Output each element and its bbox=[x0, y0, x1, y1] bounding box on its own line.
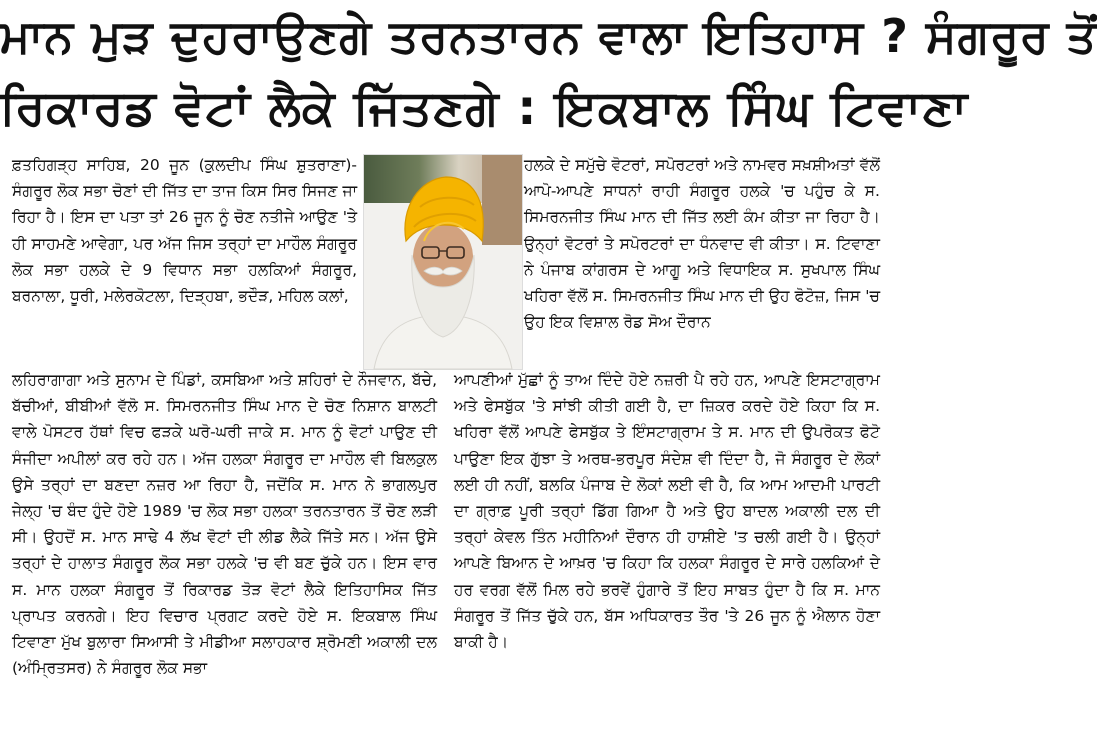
headline-line-1: ਮਾਨ ਮੁੜ ਦੁਹਰਾਉਣਗੇ ਤਰਨਤਾਰਨ ਵਾਲਾ ਇਤਿਹਾਸ ? ਸੰਗਰੂਰ ਤੋਂ bbox=[0, 9, 1097, 63]
portrait-photo bbox=[363, 154, 523, 370]
person-illustration bbox=[364, 155, 522, 369]
headline-line-2: ਰਿਕਾਰਡ ਵੋਟਾਂ ਲੈਕੇ ਜਿੱਤਣਗੇ : ਇਕਬਾਲ ਸਿੰਘ ਟਿਵਾਣਾ bbox=[0, 80, 969, 136]
article-paragraph-left-top: ਫ਼ਤਹਿਗੜ੍ਹ ਸਾਹਿਬ, 20 ਜੂਨ (ਕੁਲਦੀਪ ਸਿੰਘ ਸ਼ੁਤਰਾਣਾ)-ਸੰਗਰੂਰ ਲੋਕ ਸਭਾ ਚੋਣਾਂ ਦੀ ਜਿੱਤ ਦਾ ਤਾਜ ਕਿਸ ਸਿਰ ਸਿਜਣ ਜਾ ਰਿਹਾ ਹੈ। ਇਸ ਦਾ ਪਤਾ ਤਾਂ 26 ਜੂਨ ਨੂੰ ਚੋਣ ਨਤੀਜੇ ਆਉਣ 'ਤੇ ਹੀ ਸਾਹਮਣੇ ਆਵੇਗਾ, ਪਰ ਅੱਜ ਜਿਸ ਤਰ੍ਹਾਂ ਦਾ ਮਾਹੌਲ ਸੰਗਰੂਰ ਲੋਕ ਸਭਾ ਹਲਕੇ ਦੇ 9 ਵਿਧਾਨ ਸਭਾ ਹਲਕਿਆਂ ਸੰਗਰੂਰ, ਬਰਨਾਲਾ, ਧੂਰੀ, ਮਲੇਰਕੋਟਲਾ, ਦਿੜ੍ਹਬਾ, ਭਦੌੜ, ਮਹਿਲ ਕਲਾਂ, bbox=[12, 156, 357, 306]
article-paragraph-right-bottom: ਆਪਣੀਆਂ ਮੁੱਛਾਂ ਨੂੰ ਤਾਅ ਦਿੰਦੇ ਹੋਏ ਨਜ਼ਰੀ ਪੈ ਰਹੇ ਹਨ, ਆਪਣੇ ਇਸਟਾਗ੍ਰਾਮ ਅਤੇ ਫੇਸਬੁੱਕ 'ਤੇ ਸਾਂਝੀ ਕੀਤੀ ਗਈ ਹੈ, ਦਾ ਜ਼ਿਕਰ ਕਰਦੇ ਹੋਏ ਕਿਹਾ ਕਿ ਸ. ਖਹਿਰਾ ਵੱਲੋਂ ਆਪਣੇ ਫੇਸਬੁੱਕ ਤੇ ਇੰਸਟਾਗ੍ਰਾਮ ਤੇ ਸ. ਮਾਨ ਦੀ ਉਪਰੋਕਤ ਫੋਟੋ ਪਾਉਣਾ ਇਕ ਗੁੱਝਾ ਤੇ ਅਰਥ-ਭਰਪੂਰ ਸੰਦੇਸ਼ ਵੀ ਦਿੰਦਾ ਹੈ, ਜੋ ਸੰਗਰੂਰ ਦੇ ਲੋਕਾਂ ਲਈ ਹੀ ਨਹੀਂ, ਬਲਕਿ ਪੰਜਾਬ ਦੇ ਲੋਕਾਂ ਲਈ ਵੀ ਹੈ, ਕਿ ਆਮ ਆਦਮੀ ਪਾਰਟੀ ਦਾ ਗ੍ਰਾਫ਼ ਪੂਰੀ ਤਰ੍ਹਾਂ ਡਿੱਗ ਗਿਆ ਹੈ ਅਤੇ ਉਹ ਬਾਦਲ ਅਕਾਲੀ ਦਲ ਦੀ ਤਰ੍ਹਾਂ ਕੇਵਲ ਤਿੰਨ ਮਹੀਨਿਆਂ ਦੌਰਾਨ ਹੀ ਹਾਸ਼ੀਏ 'ਤ ਚਲੀ ਗਈ ਹੈ। ਉਨ੍ਹਾਂ ਆਪਣੇ ਬਿਆਨ ਦੇ ਆਖ਼ਰ 'ਚ ਕਿਹਾ ਕਿ ਹਲਕਾ ਸੰਗਰੂਰ ਦੇ ਸਾਰੇ ਹਲਕਿਆਂ ਦੇ ਹਰ ਵਰਗ ਵੱਲੋਂ ਮਿਲ ਰਹੇ ਭਰਵੇਂ ਹੁੰਗਾਰੇ ਤੋਂ ਇਹ ਸਾਬਤ ਹੁੰਦਾ ਹੈ ਕਿ ਸ. ਮਾਨ ਸੰਗਰੂਰ ਤੋਂ ਜਿੱਤ ਚੁੱਕੇ ਹਨ, ਬੱਸ ਅਧਿਕਾਰਤ ਤੌਰ 'ਤੇ 26 ਜੂਨ ਨੂੰ ਐਲਾਨ ਹੋਣਾ ਬਾਕੀ ਹੈ। bbox=[454, 371, 880, 652]
article-paragraph-left-bottom: ਲਹਿਰਾਗਾਗਾ ਅਤੇ ਸੁਨਾਮ ਦੇ ਪਿੰਡਾਂ, ਕਸਬਿਆ ਅਤੇ ਸ਼ਹਿਰਾਂ ਦੇ ਨੌਜਵਾਨ, ਬੱਚੇ, ਬੱਚੀਆਂ, ਬੀਬੀਆਂ ਵੱਲੋ ਸ. ਸਿਮਰਨਜੀਤ ਸਿੰਘ ਮਾਨ ਦੇ ਚੋਣ ਨਿਸ਼ਾਨ ਬਾਲਟੀ ਵਾਲੇ ਪੋਸਟਰ ਹੱਥਾਂ ਵਿਚ ਫੜਕੇ ਘਰੋ-ਘਰੀ ਜਾਕੇ ਸ. ਮਾਨ ਨੂੰ ਵੋਟਾਂ ਪਾਉਣ ਦੀ ਸੰਜੀਦਾ ਅਪੀਲਾਂ ਕਰ ਰਹੇ ਹਨ। ਅੱਜ ਹਲਕਾ ਸੰਗਰੂਰ ਦਾ ਮਾਹੌਲ ਵੀ ਬਿਲਕੁਲ ਉਸੇ ਤਰ੍ਹਾਂ ਦਾ ਬਣਦਾ ਨਜ਼ਰ ਆ ਰਿਹਾ ਹੈ, ਜਦੋਂਕਿ ਸ. ਮਾਨ ਨੇ ਭਾਗਲਪੁਰ ਜੇਲ੍ਹ 'ਚ ਬੰਦ ਹੁੰਦੇ ਹੋਏ 1989 'ਚ ਲੋਕ ਸਭਾ ਹਲਕਾ ਤਰਨਤਾਰਨ ਤੋਂ ਚੋਣ ਲੜੀ ਸੀ। ਉਹਦੋਂ ਸ. ਮਾਨ ਸਾਢੇ 4 ਲੱਖ ਵੋਟਾਂ ਦੀ ਲੀਡ ਲੈਕੇ ਜਿੱਤੇ ਸਨ। ਅੱਜ ਉਸੇ ਤਰ੍ਹਾਂ ਦੇ ਹਾਲਾਤ ਸੰਗਰੂਰ ਲੋਕ ਸਭਾ ਹਲਕੇ 'ਚ ਵੀ ਬਣ ਚੁੱਕੇ ਹਨ। ਇਸ ਵਾਰ ਸ. ਮਾਨ ਹਲਕਾ ਸੰਗਰੂਰ ਤੋਂ ਰਿਕਾਰਡ ਤੋੜ ਵੋਟਾਂ ਲੈਕੇ ਇਤਿਹਾਸਿਕ ਜਿੱਤ ਪ੍ਰਾਪਤ ਕਰਨਗੇ। ਇਹ ਵਿਚਾਰ ਪ੍ਰਗਟ ਕਰਦੇ ਹੋਏ ਸ. ਇਕਬਾਲ ਸਿੰਘ ਟਿਵਾਣਾ ਮੁੱਖ ਬੁਲਾਰਾ ਸਿਆਸੀ ਤੇ ਮੀਡੀਆ ਸਲਾਹਕਾਰ ਸ਼੍ਰੋਮਣੀ ਅਕਾਲੀ ਦਲ (ਅੰਮ੍ਰਿਤਸਰ) ਨੇ ਸੰਗਰੂਰ ਲੋਕ ਸਭਾ bbox=[12, 371, 437, 678]
article-paragraph-right-top: ਹਲਕੇ ਦੇ ਸਮੁੱਚੇ ਵੋਟਰਾਂ, ਸਪੋਰਟਰਾਂ ਅਤੇ ਨਾਮਵਰ ਸਖ਼ਸ਼ੀਅਤਾਂ ਵੱਲੋਂ ਆਪੋ-ਆਪਣੇ ਸਾਧਨਾਂ ਰਾਹੀ ਸੰਗਰੂਰ ਹਲਕੇ 'ਚ ਪਹੁੰਚ ਕੇ ਸ. ਸਿਮਰਨਜੀਤ ਸਿੰਘ ਮਾਨ ਦੀ ਜਿੱਤ ਲਈ ਕੰਮ ਕੀਤਾ ਜਾ ਰਿਹਾ ਹੈ। ਉਨ੍ਹਾਂ ਵੋਟਰਾਂ ਤੇ ਸਪੋਰਟਰਾਂ ਦਾ ਧੰਨਵਾਦ ਵੀ ਕੀਤਾ। ਸ. ਟਿਵਾਣਾ ਨੇ ਪੰਜਾਬ ਕਾਂਗਰਸ ਦੇ ਆਗੂ ਅਤੇ ਵਿਧਾਇਕ ਸ. ਸੁਖਪਾਲ ਸਿੰਘ ਖਹਿਰਾ ਵੱਲੋਂ ਸ. ਸਿਮਰਨਜੀਤ ਸਿੰਘ ਮਾਨ ਦੀ ਉਹ ਫੋਟੋਜ਼, ਜਿਸ 'ਚ ਉਹ ਇਕ ਵਿਸ਼ਾਲ ਰੋਡ ਸੋਅ ਦੌਰਾਨ bbox=[524, 156, 880, 332]
